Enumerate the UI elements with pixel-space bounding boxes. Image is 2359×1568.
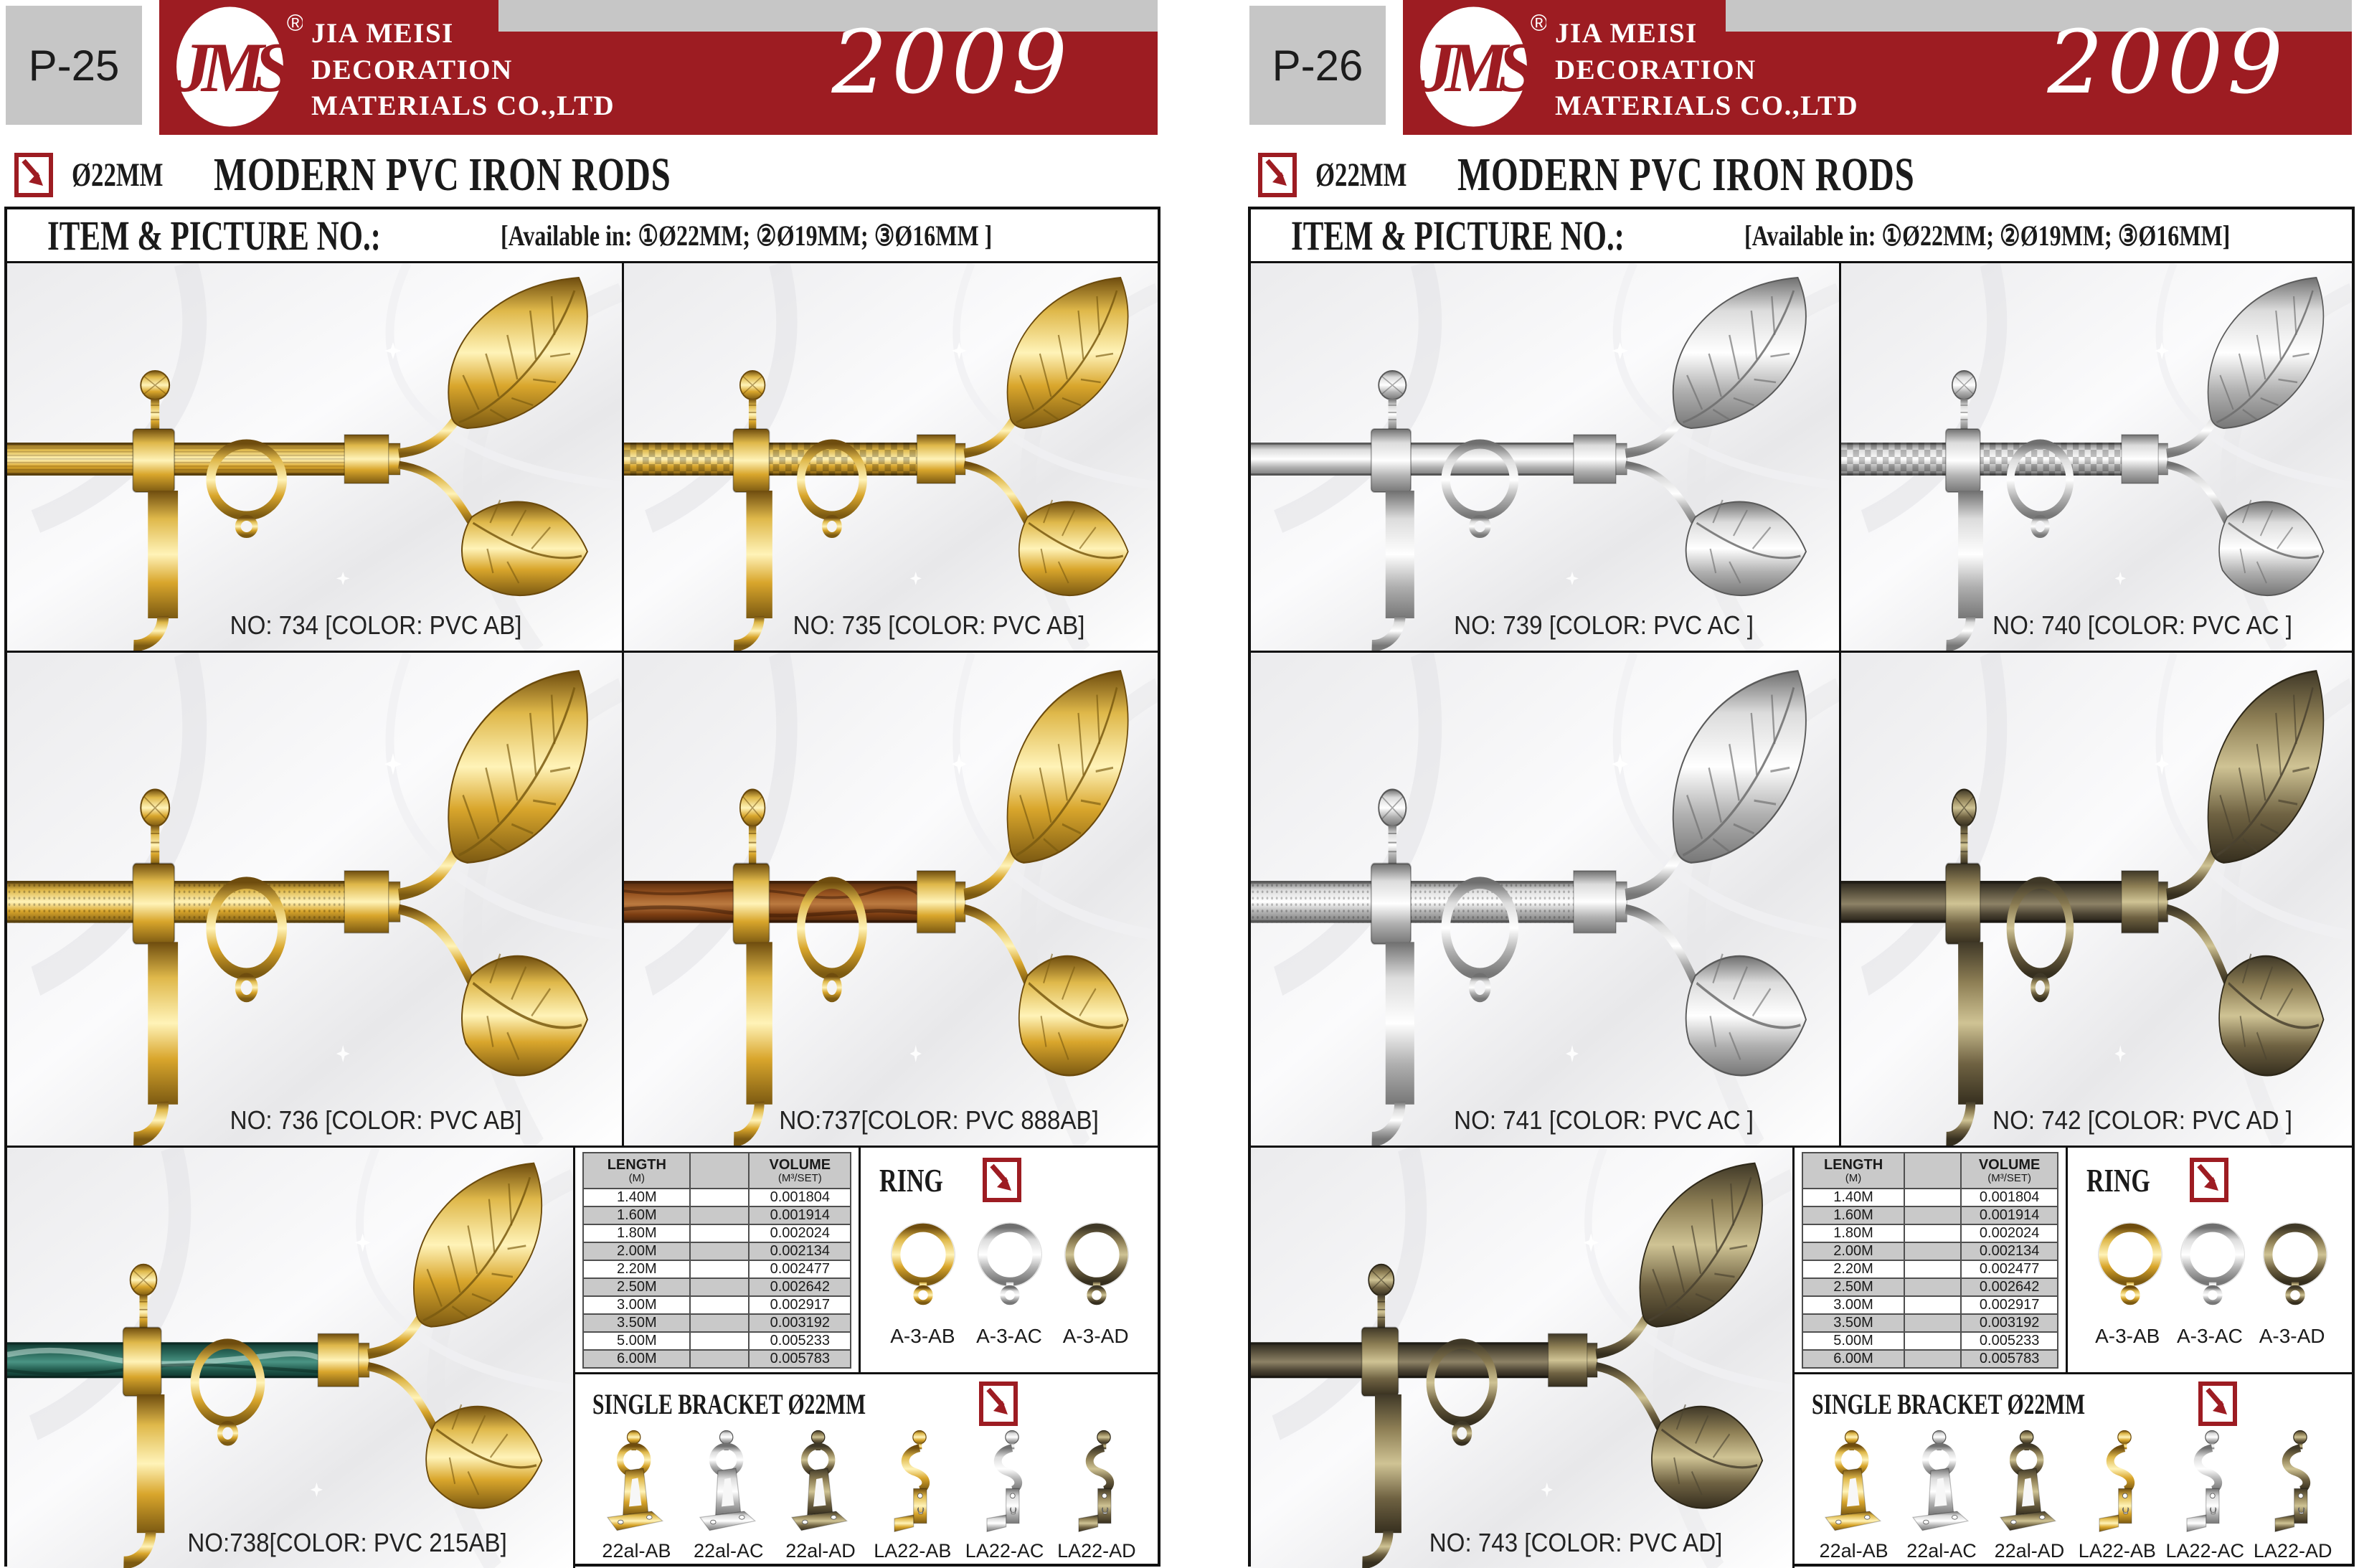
bracket-items — [1812, 1429, 2335, 1562]
jms-logo — [1413, 1, 1546, 132]
logo-monogram: JMS — [1419, 29, 1528, 108]
spec-row — [1802, 1189, 2058, 1206]
spec-cell — [1904, 1189, 1960, 1206]
bracket-image — [2256, 1429, 2330, 1536]
bracket-item — [685, 1429, 772, 1562]
product-cell — [624, 263, 1158, 651]
spec-cell: 1.40M — [583, 1189, 690, 1206]
accessories-area — [1795, 1148, 2352, 1568]
bracket-image-wrap — [1987, 1429, 2071, 1540]
ring-image — [968, 1218, 1052, 1318]
bracket-image-wrap — [2251, 1429, 2335, 1540]
bracket-image-wrap — [592, 1429, 680, 1540]
spec-row — [583, 1314, 851, 1332]
bracket-image-wrap — [961, 1429, 1049, 1540]
catalog-page-right — [1248, 0, 2355, 1568]
ring-label: A-3-AB — [2095, 1325, 2160, 1347]
ring-image — [2088, 1218, 2173, 1318]
spec-table — [582, 1152, 851, 1369]
bracket-image-wrap — [2163, 1429, 2247, 1540]
spec-cell — [1904, 1350, 1960, 1368]
ring-label: A-3-AD — [1062, 1325, 1129, 1347]
ring-image — [2253, 1218, 2337, 1318]
bracket-image-wrap — [685, 1429, 772, 1540]
spec-table-cell — [575, 1148, 861, 1372]
rod — [7, 443, 346, 476]
spec-cell: 0.002917 — [1961, 1296, 2058, 1314]
product-grid — [7, 263, 1158, 1564]
spec-cell: 0.005783 — [749, 1350, 851, 1368]
bracket-label: 22al-AC — [693, 1540, 764, 1562]
spec-ring-row — [1795, 1148, 2352, 1372]
product-caption-text: NO:737[COLOR: PVC 888AB] — [779, 1105, 1099, 1135]
product-image — [7, 1148, 573, 1568]
product-caption — [1380, 610, 1827, 641]
product-caption-text: NO: 736 [COLOR: PVC AB] — [230, 1105, 522, 1135]
bracket-item — [961, 1429, 1049, 1562]
bracket-image-wrap — [2076, 1429, 2160, 1540]
spec-cell: 0.002134 — [1961, 1242, 2058, 1260]
bracket-item — [2076, 1429, 2160, 1562]
spec-cell: 0.002917 — [749, 1296, 851, 1314]
spec-row — [1802, 1332, 2058, 1350]
section-title: MODERN PVC IRON RODS — [214, 148, 671, 201]
page-number: P-26 — [1249, 6, 1386, 125]
bracket-image — [968, 1429, 1042, 1536]
spec-cell: 3.00M — [1802, 1296, 1905, 1314]
product-caption-text: NO:738[COLOR: PVC 215AB] — [186, 1528, 507, 1557]
ring-title: RING — [879, 1161, 943, 1199]
red-arrow-icon — [2190, 1158, 2228, 1202]
spec-col-header: LENGTH (M) — [583, 1153, 690, 1189]
catalog-page-left — [4, 0, 1160, 1568]
spec-row — [583, 1206, 851, 1224]
ring-item — [1054, 1218, 1138, 1348]
product-grid — [1251, 263, 2352, 1564]
bracket-arrow — [2198, 1382, 2237, 1426]
spec-cell — [1904, 1224, 1960, 1242]
spec-cell — [1904, 1260, 1960, 1278]
product-cell — [7, 1148, 575, 1568]
product-row — [7, 653, 1158, 1148]
bracket-image-wrap — [1812, 1429, 1896, 1540]
bracket-title: SINGLE BRACKET Ø22MM — [1812, 1387, 2086, 1420]
company-name-block — [1555, 16, 1858, 125]
product-caption — [1380, 1105, 1827, 1135]
product-cell — [624, 653, 1158, 1146]
company-name-block — [311, 16, 615, 125]
ring-item — [2088, 1218, 2167, 1348]
bracket-image — [2080, 1429, 2155, 1536]
brand-banner — [159, 0, 1158, 135]
spec-cell: 0.002024 — [1961, 1224, 2058, 1242]
page-number: P-25 — [6, 6, 142, 125]
ring-item — [2170, 1218, 2249, 1348]
spec-cell — [1904, 1332, 1960, 1350]
spec-cell: 0.001914 — [1961, 1206, 2058, 1224]
spec-cell — [690, 1332, 749, 1350]
spec-cell — [690, 1224, 749, 1242]
spec-row — [1802, 1224, 2058, 1242]
product-cell — [7, 263, 624, 651]
ring-items — [2086, 1218, 2333, 1348]
brand-banner — [1403, 0, 2352, 135]
bracket-image-wrap — [777, 1429, 864, 1540]
bracket-title-row — [592, 1382, 1140, 1426]
ring-image — [1054, 1218, 1139, 1318]
ring-title-row — [879, 1158, 1139, 1202]
product-image — [624, 653, 1158, 1146]
product-row — [7, 1148, 1158, 1568]
spec-row — [1802, 1278, 2058, 1296]
spec-cell: 0.002134 — [749, 1242, 851, 1260]
bracket-cell — [575, 1372, 1158, 1568]
red-arrow-icon — [979, 1382, 1018, 1426]
bracket-label: 22al-AB — [1819, 1540, 1888, 1562]
ring-image-wrap — [2088, 1218, 2167, 1322]
bracket-arrow — [979, 1382, 1018, 1426]
product-row — [7, 263, 1158, 653]
rod — [1841, 443, 2123, 476]
ring-image-wrap — [2253, 1218, 2332, 1322]
bracket-image-wrap — [869, 1429, 956, 1540]
product-row — [1251, 263, 2352, 653]
spec-row — [1802, 1296, 2058, 1314]
rod — [1251, 443, 1575, 476]
year-2009-script: 2009 — [2047, 11, 2287, 113]
product-caption — [731, 610, 1148, 641]
spec-cell — [1904, 1206, 1960, 1224]
spec-cell: 3.00M — [583, 1296, 690, 1314]
red-arrow-icon — [14, 153, 53, 197]
ring-cell — [2068, 1148, 2352, 1372]
spec-row — [1802, 1350, 2058, 1368]
registered-mark: ® — [1530, 9, 1546, 36]
bracket-label: LA22-AD — [1057, 1540, 1136, 1562]
spec-cell: 5.00M — [583, 1332, 690, 1350]
spec-cell: 0.003192 — [749, 1314, 851, 1332]
company-name-line: DECORATION — [311, 54, 513, 85]
spec-row — [583, 1296, 851, 1314]
section-title: MODERN PVC IRON RODS — [1457, 148, 1915, 201]
item-picture-box — [1248, 207, 2355, 1567]
spec-col-header — [690, 1153, 749, 1189]
spec-row — [583, 1332, 851, 1350]
rod — [624, 443, 918, 476]
ring-arrow — [2190, 1158, 2228, 1202]
spec-cell: 2.20M — [1802, 1260, 1905, 1278]
bracket-label: LA22-AB — [874, 1540, 952, 1562]
item-picture-heading: ITEM & PICTURE NO.: — [1291, 212, 1625, 259]
spec-cell — [1904, 1242, 1960, 1260]
product-image — [1251, 653, 1839, 1146]
product-caption-text: NO: 740 [COLOR: PVC AC ] — [1992, 610, 2292, 640]
spec-cell — [690, 1278, 749, 1296]
product-caption — [132, 1528, 562, 1558]
product-caption — [731, 1105, 1148, 1135]
bracket-image — [1992, 1429, 2066, 1536]
ring-image — [881, 1218, 965, 1318]
spec-cell — [690, 1314, 749, 1332]
bracket-image — [2167, 1429, 2242, 1536]
bracket-image — [783, 1429, 858, 1536]
spec-cell: 0.002642 — [749, 1278, 851, 1296]
ring-label: A-3-AC — [2177, 1325, 2243, 1347]
product-image — [1841, 263, 2352, 651]
ring-image-wrap — [1054, 1218, 1138, 1322]
bracket-title: SINGLE BRACKET Ø22MM — [592, 1387, 866, 1420]
bracket-item — [1812, 1429, 1896, 1562]
product-cell — [1841, 263, 2352, 651]
spec-row — [583, 1189, 851, 1206]
section-arrow — [1258, 153, 1297, 197]
spec-cell: 5.00M — [1802, 1332, 1905, 1350]
spec-row — [583, 1224, 851, 1242]
bracket-item — [1900, 1429, 1984, 1562]
product-caption — [142, 610, 609, 641]
spec-cell: 0.002642 — [1961, 1278, 2058, 1296]
bracket-item — [1053, 1429, 1140, 1562]
ring-image-wrap — [881, 1218, 964, 1322]
product-image — [1251, 263, 1839, 651]
spec-col-header: LENGTH (M) — [1802, 1153, 1905, 1189]
bracket-label: 22al-AD — [785, 1540, 856, 1562]
logo-box — [1413, 1, 1546, 132]
bracket-image — [875, 1429, 950, 1536]
spec-table — [1802, 1152, 2059, 1369]
ring-image-wrap — [968, 1218, 1051, 1322]
product-caption-text: NO: 742 [COLOR: PVC AD ] — [1992, 1105, 2292, 1135]
section-size-prefix: Ø22MM — [1315, 156, 1407, 194]
spec-cell: 1.60M — [583, 1206, 690, 1224]
product-caption — [1943, 610, 2342, 641]
bracket-label: LA22-AC — [965, 1540, 1044, 1562]
bracket-item — [1987, 1429, 2071, 1562]
spec-cell: 3.50M — [1802, 1314, 1905, 1332]
company-name-line: DECORATION — [1555, 54, 1757, 85]
bracket-title-row — [1812, 1382, 2335, 1426]
product-image — [7, 653, 622, 1146]
spec-cell: 1.80M — [1802, 1224, 1905, 1242]
spec-cell: 0.003192 — [1961, 1314, 2058, 1332]
spec-row — [583, 1260, 851, 1278]
product-caption — [1943, 1105, 2342, 1135]
rod — [7, 1342, 319, 1378]
product-cell — [1251, 263, 1841, 651]
spec-cell — [690, 1350, 749, 1368]
item-picture-box — [4, 207, 1160, 1567]
item-heading-row — [7, 209, 1158, 263]
ring-cell — [861, 1148, 1158, 1372]
spec-cell: 2.00M — [583, 1242, 690, 1260]
spec-cell: 6.00M — [583, 1350, 690, 1368]
spec-cell: 1.80M — [583, 1224, 690, 1242]
spec-row — [1802, 1206, 2058, 1224]
bracket-item — [592, 1429, 680, 1562]
item-picture-heading: ITEM & PICTURE NO.: — [47, 212, 381, 259]
jms-logo — [169, 1, 303, 132]
product-cell — [1251, 1148, 1795, 1568]
availability-note: [Available in: ①Ø22MM; ②Ø19MM; ③Ø16MM ] — [501, 219, 993, 252]
product-caption — [1370, 1528, 1782, 1558]
spec-row — [1802, 1260, 2058, 1278]
spec-cell: 3.50M — [583, 1314, 690, 1332]
company-name-line: JIA MEISI — [1555, 18, 1698, 49]
product-caption-text: NO: 734 [COLOR: PVC AB] — [230, 610, 522, 640]
section-title-line — [1258, 146, 2076, 204]
spec-cell — [1904, 1296, 1960, 1314]
bracket-item — [2251, 1429, 2335, 1562]
product-caption — [142, 1105, 609, 1135]
bracket-item — [869, 1429, 956, 1562]
year-2009-script: 2009 — [831, 11, 1072, 113]
product-caption-text: NO: 739 [COLOR: PVC AC ] — [1453, 610, 1754, 640]
spec-row — [1802, 1242, 2058, 1260]
spec-cell: 0.002024 — [749, 1224, 851, 1242]
company-name-line: MATERIALS CO.,LTD — [311, 90, 615, 122]
spec-cell — [690, 1242, 749, 1260]
spec-cell: 2.50M — [1802, 1278, 1905, 1296]
spec-cell — [690, 1189, 749, 1206]
bracket-image — [599, 1429, 673, 1536]
product-caption-text: NO: 743 [COLOR: PVC AD] — [1429, 1528, 1723, 1557]
ring-title: RING — [2086, 1161, 2150, 1199]
bracket-item — [2163, 1429, 2247, 1562]
bracket-label: 22al-AC — [1906, 1540, 1977, 1562]
ring-arrow — [983, 1158, 1021, 1202]
spec-cell — [690, 1296, 749, 1314]
spec-cell: 2.20M — [583, 1260, 690, 1278]
bracket-label: LA22-AB — [2078, 1540, 2156, 1562]
spec-col-header: VOLUME (M³/SET) — [749, 1153, 851, 1189]
product-image — [1251, 1148, 1792, 1568]
product-caption-text: NO: 741 [COLOR: PVC AC ] — [1453, 1105, 1754, 1135]
spec-table-cell — [1795, 1148, 2068, 1372]
ring-item — [881, 1218, 964, 1348]
spec-cell: 1.60M — [1802, 1206, 1905, 1224]
product-cell — [1251, 653, 1841, 1146]
bracket-label: LA22-AC — [2165, 1540, 2245, 1562]
bracket-item — [777, 1429, 864, 1562]
bracket-label: 22al-AB — [602, 1540, 671, 1562]
ring-label: A-3-AC — [976, 1325, 1042, 1347]
spec-col-header: VOLUME (M³/SET) — [1961, 1153, 2058, 1189]
bracket-image — [691, 1429, 766, 1536]
company-name-line: MATERIALS CO.,LTD — [1555, 90, 1859, 122]
spec-row — [1802, 1314, 2058, 1332]
spec-cell: 6.00M — [1802, 1350, 1905, 1368]
spec-ring-row — [575, 1148, 1158, 1372]
product-cell — [1841, 653, 2352, 1146]
product-image — [7, 263, 622, 651]
ring-item — [2253, 1218, 2332, 1348]
accessories-area — [575, 1148, 1158, 1568]
product-caption-text: NO: 735 [COLOR: PVC AB] — [793, 610, 1085, 640]
section-title-line — [14, 146, 832, 204]
ring-image — [2170, 1218, 2255, 1318]
bracket-label: LA22-AD — [2253, 1540, 2332, 1562]
spec-cell: 0.005783 — [1961, 1350, 2058, 1368]
spec-row — [583, 1278, 851, 1296]
company-name-line: JIA MEISI — [311, 18, 454, 49]
bracket-image-wrap — [1900, 1429, 1984, 1540]
ring-label: A-3-AB — [890, 1325, 955, 1347]
spec-cell: 0.001804 — [749, 1189, 851, 1206]
rod — [1841, 881, 2123, 923]
product-cell — [7, 653, 624, 1146]
rod — [624, 881, 918, 923]
spec-cell: 0.005233 — [1961, 1332, 2058, 1350]
bracket-cell — [1795, 1372, 2352, 1568]
spec-cell: 0.002477 — [749, 1260, 851, 1278]
spec-cell — [690, 1206, 749, 1224]
bracket-label: 22al-AD — [1994, 1540, 2065, 1562]
item-heading-row — [1251, 209, 2352, 263]
spec-cell: 2.00M — [1802, 1242, 1905, 1260]
spec-cell — [690, 1260, 749, 1278]
spec-cell: 0.002477 — [1961, 1260, 2058, 1278]
ring-title-row — [2086, 1158, 2333, 1202]
spec-cell: 0.005233 — [749, 1332, 851, 1350]
bracket-image — [1059, 1429, 1134, 1536]
ring-label: A-3-AD — [2259, 1325, 2325, 1347]
spec-cell: 2.50M — [583, 1278, 690, 1296]
red-arrow-icon — [983, 1158, 1021, 1202]
product-image — [624, 263, 1158, 651]
spec-row — [583, 1350, 851, 1368]
bracket-image-wrap — [1053, 1429, 1140, 1540]
red-arrow-icon — [1258, 153, 1297, 197]
spec-row — [583, 1242, 851, 1260]
section-arrow — [14, 153, 53, 197]
bracket-image — [1904, 1429, 1979, 1536]
rod — [1251, 1342, 1549, 1378]
spec-cell — [1904, 1278, 1960, 1296]
ring-image-wrap — [2170, 1218, 2249, 1322]
rod — [7, 881, 346, 923]
spec-cell: 1.40M — [1802, 1189, 1905, 1206]
spec-cell — [1904, 1314, 1960, 1332]
product-row — [1251, 653, 2352, 1148]
availability-note: [Available in: ①Ø22MM; ②Ø19MM; ③Ø16MM] — [1744, 219, 2231, 252]
product-image — [1841, 653, 2352, 1146]
ring-items — [879, 1218, 1139, 1348]
spec-cell: 0.001804 — [1961, 1189, 2058, 1206]
bracket-items — [592, 1429, 1140, 1562]
bracket-image — [1817, 1429, 1891, 1536]
logo-monogram: JMS — [176, 29, 284, 108]
registered-mark: ® — [286, 9, 303, 36]
rod — [1251, 881, 1575, 923]
red-arrow-icon — [2198, 1382, 2237, 1426]
ring-item — [968, 1218, 1051, 1348]
spec-col-header — [1904, 1153, 1960, 1189]
product-row — [1251, 1148, 2352, 1568]
section-size-prefix: Ø22MM — [72, 156, 164, 194]
spec-cell: 0.001914 — [749, 1206, 851, 1224]
logo-box — [169, 1, 303, 132]
